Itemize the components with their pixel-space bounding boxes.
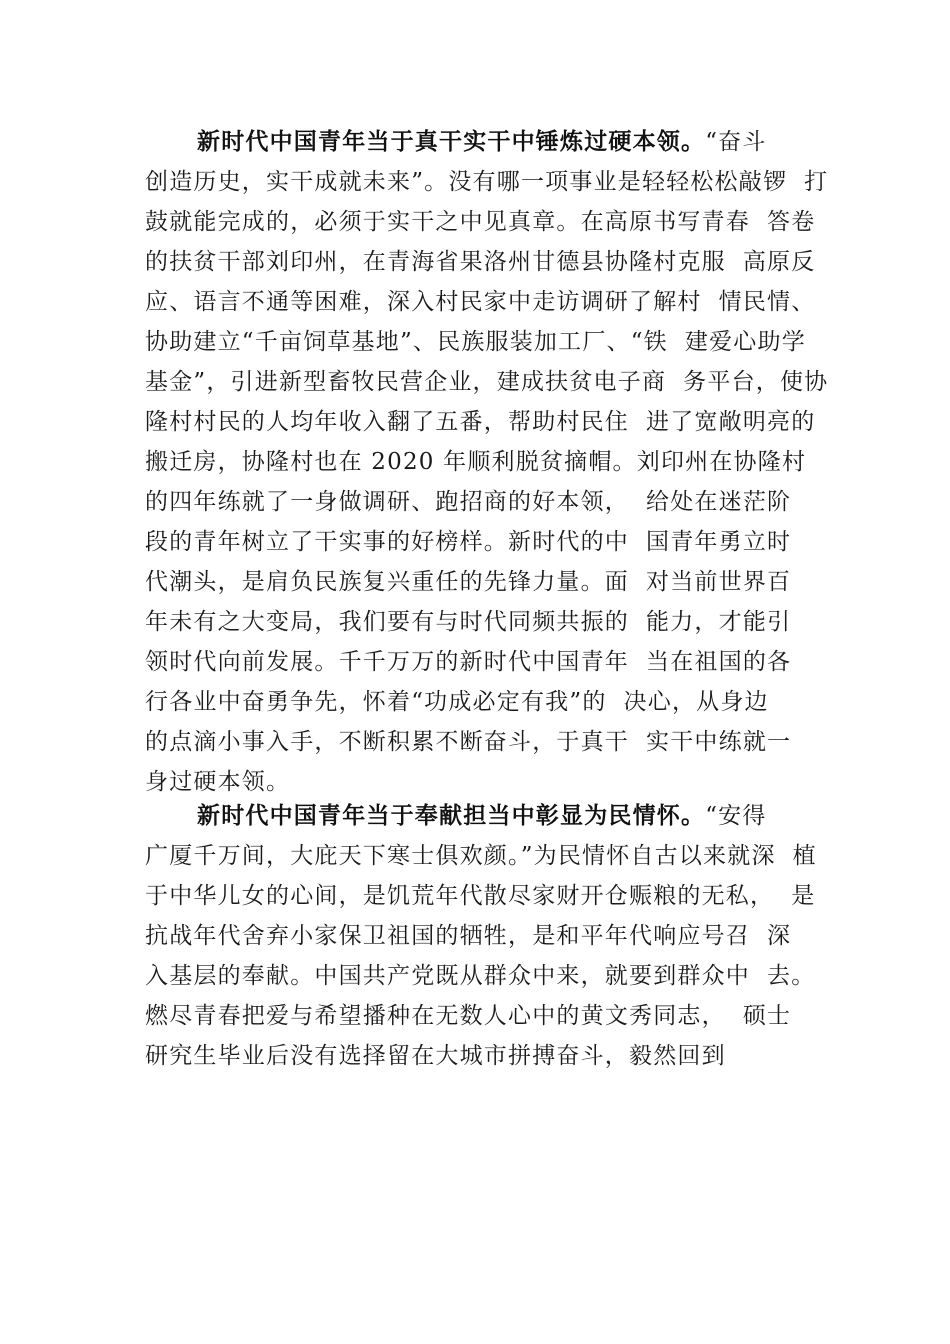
text-line: 隆村村民的人均年收入翻了五番，帮助村民住 进了宽敞明亮的 [145, 409, 816, 435]
text-line: 的点滴小事入手，不断积累不断奋斗，于真干 实干中练就一 [145, 729, 792, 755]
text-line: 协助建立“千亩饲草基地”、民族服装加工厂、“铁 建爱心助学 [145, 329, 806, 355]
paragraph-2 [145, 796, 845, 1076]
paragraph-2-first-line [197, 796, 767, 836]
text-line: 入基层的奉献。中国共产党既从群众中来，就要到群众中 去。 [145, 963, 816, 989]
text-line: 基金”，引进新型畜牧民营企业，建成扶贫电子商 务平台，使协 [145, 369, 829, 395]
text-line: 广厦千万间，大庇天下寒士俱欢颜。”为民情怀自古以来就深 植 [145, 843, 817, 869]
text-line: 领时代向前发展。千千万万的新时代中国青年 当在祖国的各 [145, 649, 792, 675]
text-line: 行各业中奋勇争先，怀着“功成必定有我”的 决心，从身边 [145, 689, 769, 715]
paragraph-2-first-line-rest: “安得 [705, 803, 767, 829]
text-line: 于中华儿女的心间，是饥荒年代散尽家财开仓赈粮的无私， 是 [145, 883, 816, 909]
text-line: 应、语言不通等困难，深入村民家中走访调研了解村 情民情、 [145, 289, 816, 315]
text-line: 搬迁房，协隆村也在 2020 年顺利脱贫摘帽。刘印州在协隆村 [145, 449, 807, 475]
text-line: 创造历史，实干成就未来”。没有哪一项事业是轻轻松松敲锣 打 [145, 169, 829, 195]
paragraph-1 [145, 122, 845, 802]
text-line: 鼓就能完成的，必须于实干之中见真章。在高原书写青春 答卷 [145, 209, 816, 235]
text-line: 身过硬本领。 [145, 769, 291, 795]
text-line: 段的青年树立了干实事的好榜样。新时代的中 国青年勇立时 [145, 529, 792, 555]
text-line: 的四年练就了一身做调研、跑招商的好本领， 给处在迷茫阶 [145, 489, 792, 515]
paragraph-1-first-line [197, 122, 767, 162]
text-line: 抗战年代舍弃小家保卫祖国的牺牲，是和平年代响应号召 深 [145, 923, 792, 949]
paragraph-2-lead-sentence: 新时代中国青年当于奉献担当中彰显为民情怀。 [197, 803, 706, 829]
paragraph-1-first-line-rest: “奋斗 [705, 129, 767, 155]
text-line: 代潮头，是肩负民族复兴重任的先锋力量。面 对当前世界百 [145, 569, 792, 595]
text-line: 的扶贫干部刘印州，在青海省果洛州甘德县协隆村克服 高原反 [145, 249, 816, 275]
text-line: 年未有之大变局，我们要有与时代同频共振的 能力，才能引 [145, 609, 792, 635]
text-line: 研究生毕业后没有选择留在大城市拼搏奋斗，毅然回到 [145, 1043, 726, 1069]
paragraph-1-lead-sentence: 新时代中国青年当于真干实干中锤炼过硬本领。 [197, 129, 706, 155]
text-line: 燃尽青春把爱与希望播种在无数人心中的黄文秀同志， 硕士 [145, 1003, 792, 1029]
